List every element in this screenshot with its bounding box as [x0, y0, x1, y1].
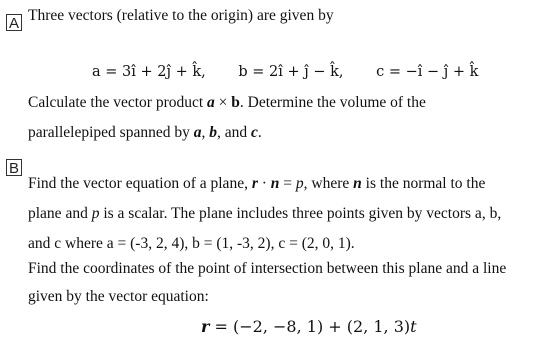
text: , and: [216, 124, 251, 141]
part-b-line-1: [28, 175, 485, 193]
part-a-question-line-1: [28, 94, 426, 112]
text: plane and: [28, 205, 92, 222]
text: Find the vector equation of a plane,: [28, 175, 252, 192]
vector-a: a: [193, 124, 202, 141]
parameter-t: t: [410, 317, 417, 336]
vector-definitions: [92, 64, 484, 80]
vector-a-definition: a = 3ı̂ + 2ȷ̂ + k̂,: [92, 64, 206, 80]
cross-symbol: ×: [214, 94, 232, 111]
part-a-label: A: [6, 14, 22, 31]
equation-body: = (−2, −8, 1) + (2, 1, 3): [209, 317, 411, 336]
vector-b: b: [209, 124, 217, 141]
text: , where: [303, 175, 354, 192]
part-a-question-line-2: [28, 124, 262, 142]
text: =: [279, 175, 296, 192]
scalar-p: p: [91, 205, 100, 222]
vector-n: n: [353, 175, 362, 192]
part-b-line-3: and c where a = (-3, 2, 4), b = (1, -3, 2), c = (2, 0, 1).: [28, 235, 355, 252]
vector-a: a: [207, 94, 215, 111]
text: parallelepiped spanned by: [28, 124, 194, 141]
text: is the normal to the: [361, 175, 486, 192]
scalar-p: p: [295, 175, 304, 192]
text: .: [257, 124, 262, 141]
vector-c: c: [250, 124, 258, 141]
vector-n: n: [270, 175, 280, 192]
part-b-line-4: Find the coordinates of the point of intersection between this plane and a line: [28, 260, 507, 277]
line-vector-equation: [201, 317, 417, 336]
text: . Determine the volume of the: [239, 94, 426, 111]
part-b-label: B: [6, 159, 22, 176]
part-b-line-5: given by the vector equation:: [28, 288, 209, 305]
vector-r: r: [201, 317, 210, 336]
part-b-line-2: [28, 205, 501, 223]
text: is a scalar. The plane includes three points given by vectors a, b,: [99, 205, 502, 222]
vector-c-definition: c = −ı̂ − ȷ̂ + k̂: [376, 64, 479, 80]
vector-b-definition: b = 2ı̂ + ȷ̂ − k̂,: [238, 64, 344, 80]
vector-b: b: [231, 94, 240, 111]
vector-r: r: [251, 175, 258, 192]
text: ,: [201, 124, 210, 141]
text: Calculate the vector product: [28, 94, 208, 111]
part-a-intro: Three vectors (relative to the origin) are given by: [28, 7, 334, 24]
dot-symbol: ·: [257, 175, 271, 192]
